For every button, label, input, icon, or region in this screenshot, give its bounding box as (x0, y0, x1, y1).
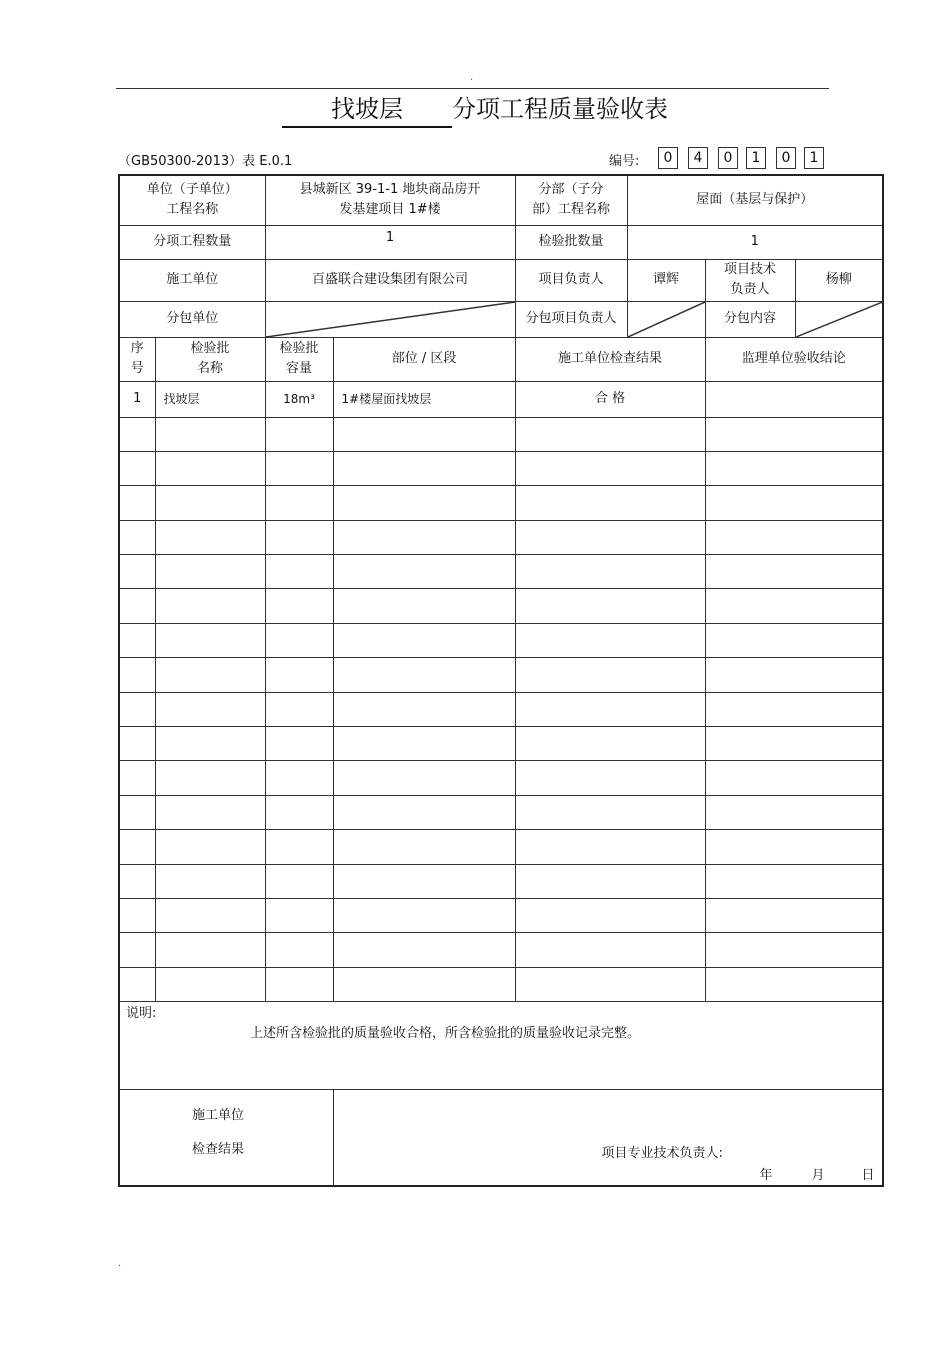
table-row (119, 589, 883, 623)
cell-seq (119, 555, 155, 589)
title-suffix: 分项工程质量验收表 (452, 95, 668, 123)
cell-capacity (265, 795, 333, 829)
table-row (119, 520, 883, 554)
cell-result (515, 451, 705, 485)
table-row (119, 381, 883, 417)
cell-conclusion (705, 864, 883, 898)
cell-location (333, 520, 515, 554)
col-location: 部位 / 区段 (333, 337, 515, 381)
cell-location (333, 761, 515, 795)
col-supervisor-conclusion: 监理单位验收结论 (705, 337, 883, 381)
tech-lead-label: 项目技术 负责人 (705, 259, 795, 301)
col-seq: 序 号 (119, 337, 155, 381)
cell-location (333, 795, 515, 829)
code-digit-box: 0 (658, 147, 678, 169)
header-rule (116, 88, 829, 89)
cell-conclusion (705, 486, 883, 520)
cell-capacity (265, 830, 333, 864)
cell-name (155, 967, 265, 1001)
diagonal-slash (266, 302, 515, 337)
cell-conclusion (705, 898, 883, 932)
cell-capacity (265, 692, 333, 726)
code-label: 编号: (609, 154, 640, 169)
diagonal-slash (628, 302, 705, 337)
cell-name (155, 658, 265, 692)
cell-name (155, 589, 265, 623)
cell-capacity (265, 623, 333, 657)
code-digit-box: 0 (718, 147, 738, 169)
subcontractor-empty (265, 301, 515, 337)
unit-label: 单位（子单位） 工程名称 (119, 175, 265, 225)
cell-seq (119, 692, 155, 726)
code-digit-box: 4 (688, 147, 708, 169)
pm-label: 项目负责人 (515, 259, 627, 301)
standard-reference: （GB50300-2013）表 E.0.1 (118, 154, 293, 169)
code-digit-box: 0 (776, 147, 796, 169)
cell-location (333, 898, 515, 932)
cell-name (155, 864, 265, 898)
cell-seq (119, 623, 155, 657)
cell-result (515, 830, 705, 864)
cell-result (515, 898, 705, 932)
cell-location (333, 692, 515, 726)
table-row (119, 967, 883, 1001)
cell-capacity: 18m³ (265, 381, 333, 417)
page-mark: . (470, 72, 474, 83)
cell-conclusion (705, 933, 883, 967)
cell-capacity (265, 967, 333, 1001)
cell-conclusion (705, 761, 883, 795)
sub-pm-empty (627, 301, 705, 337)
table-row (119, 486, 883, 520)
cell-location: 1#楼屋面找坡层 (333, 381, 515, 417)
cell-capacity (265, 898, 333, 932)
notes-text: 上述所含检验批的质量验收合格，所含检验批的质量验收记录完整。 (250, 1026, 641, 1042)
cell-seq (119, 520, 155, 554)
cell-name: 找坡层 (155, 381, 265, 417)
cell-seq (119, 967, 155, 1001)
sub-count-value: 1 (265, 225, 515, 259)
cell-seq (119, 451, 155, 485)
subcontractor-label: 分包单位 (119, 301, 265, 337)
cell-name (155, 933, 265, 967)
cell-location (333, 417, 515, 451)
code-digit-box: 1 (746, 147, 766, 169)
cell-name (155, 417, 265, 451)
tech-lead-value: 杨柳 (795, 259, 883, 301)
table-row (119, 761, 883, 795)
cell-capacity (265, 933, 333, 967)
unit-value: 县城新区 39-1-1 地块商品房开 发基建项目 1#楼 (265, 175, 515, 225)
cell-capacity (265, 451, 333, 485)
cell-result (515, 933, 705, 967)
division-label: 分部（子分 部）工程名称 (515, 175, 627, 225)
cell-location (333, 933, 515, 967)
cell-result (515, 589, 705, 623)
cell-result (515, 555, 705, 589)
notes-label: 说明: (126, 1006, 157, 1022)
tech-lead-signature-label: 项目专业技术负责人: (601, 1146, 723, 1162)
form-title (0, 92, 950, 126)
batch-count-label: 检验批数量 (515, 225, 627, 259)
cell-capacity (265, 761, 333, 795)
table-row (119, 830, 883, 864)
cell-result (515, 486, 705, 520)
cell-location (333, 486, 515, 520)
cell-capacity (265, 417, 333, 451)
contractor-label: 施工单位 (119, 259, 265, 301)
cell-result (515, 520, 705, 554)
cell-name (155, 761, 265, 795)
col-contractor-result: 施工单位检查结果 (515, 337, 705, 381)
cell-capacity (265, 727, 333, 761)
table-row (119, 451, 883, 485)
cell-location (333, 623, 515, 657)
cell-name (155, 555, 265, 589)
cell-result (515, 864, 705, 898)
footer-contractor-cell (119, 1090, 333, 1186)
cell-seq (119, 830, 155, 864)
cell-conclusion (705, 830, 883, 864)
cell-name (155, 451, 265, 485)
cell-capacity (265, 864, 333, 898)
cell-seq (119, 761, 155, 795)
cell-name (155, 486, 265, 520)
cell-capacity (265, 555, 333, 589)
date-month: 月 (811, 1168, 825, 1184)
cell-location (333, 830, 515, 864)
cell-location (333, 727, 515, 761)
cell-result: 合 格 (515, 381, 705, 417)
cell-conclusion (705, 555, 883, 589)
cell-location (333, 555, 515, 589)
contractor-value: 百盛联合建设集团有限公司 (265, 259, 515, 301)
batch-count-value: 1 (627, 225, 883, 259)
cell-conclusion (705, 589, 883, 623)
col-batch-name: 检验批 名称 (155, 337, 265, 381)
sub-count-label: 分项工程数量 (119, 225, 265, 259)
diagonal-slash (796, 302, 883, 337)
cell-seq (119, 795, 155, 829)
table-row (119, 417, 883, 451)
code-digit-box: 1 (804, 147, 824, 169)
pm-value: 谭辉 (627, 259, 705, 301)
cell-capacity (265, 520, 333, 554)
cell-conclusion (705, 967, 883, 1001)
col-capacity: 检验批 容量 (265, 337, 333, 381)
table-row (119, 864, 883, 898)
cell-result (515, 658, 705, 692)
cell-seq (119, 589, 155, 623)
cell-conclusion (705, 692, 883, 726)
cell-conclusion (705, 623, 883, 657)
cell-name (155, 623, 265, 657)
cell-result (515, 795, 705, 829)
table-row (119, 795, 883, 829)
table-row (119, 623, 883, 657)
cell-result (515, 967, 705, 1001)
table-row (119, 658, 883, 692)
sub-content-empty (795, 301, 883, 337)
cell-name (155, 830, 265, 864)
date-day: 日 (861, 1168, 875, 1184)
notes-cell (119, 1002, 883, 1090)
cell-conclusion (705, 520, 883, 554)
cell-seq (119, 486, 155, 520)
cell-name (155, 520, 265, 554)
cell-conclusion (705, 795, 883, 829)
cell-result (515, 417, 705, 451)
page-mark-bottom: . (118, 1258, 122, 1269)
cell-result (515, 692, 705, 726)
cell-seq (119, 417, 155, 451)
cell-seq (119, 898, 155, 932)
sub-pm-label: 分包项目负责人 (515, 301, 627, 337)
cell-seq (119, 727, 155, 761)
cell-conclusion (705, 658, 883, 692)
footer-contractor-label: 施工单位 (192, 1108, 245, 1124)
date-year: 年 (759, 1168, 773, 1184)
cell-name (155, 727, 265, 761)
sub-content-label: 分包内容 (705, 301, 795, 337)
division-value: 屋面（基层与保护） (627, 175, 883, 225)
table-row (119, 933, 883, 967)
cell-location (333, 589, 515, 623)
cell-seq (119, 864, 155, 898)
cell-conclusion (705, 727, 883, 761)
cell-conclusion (705, 451, 883, 485)
footer-check-result-label: 检查结果 (192, 1142, 245, 1158)
cell-seq (119, 933, 155, 967)
cell-location (333, 967, 515, 1001)
table-row (119, 692, 883, 726)
cell-name (155, 795, 265, 829)
table-row (119, 898, 883, 932)
cell-conclusion (705, 381, 883, 417)
title-prefix: 找坡层 (282, 92, 452, 128)
cell-seq (119, 658, 155, 692)
cell-name (155, 898, 265, 932)
cell-location (333, 658, 515, 692)
cell-capacity (265, 589, 333, 623)
cell-capacity (265, 486, 333, 520)
cell-result (515, 727, 705, 761)
cell-result (515, 761, 705, 795)
acceptance-table (118, 174, 884, 1187)
table-row (119, 727, 883, 761)
cell-capacity (265, 658, 333, 692)
footer-sign-cell (333, 1090, 883, 1186)
table-row (119, 555, 883, 589)
cell-name (155, 692, 265, 726)
cell-location (333, 451, 515, 485)
cell-location (333, 864, 515, 898)
cell-result (515, 623, 705, 657)
cell-conclusion (705, 417, 883, 451)
cell-seq: 1 (119, 381, 155, 417)
